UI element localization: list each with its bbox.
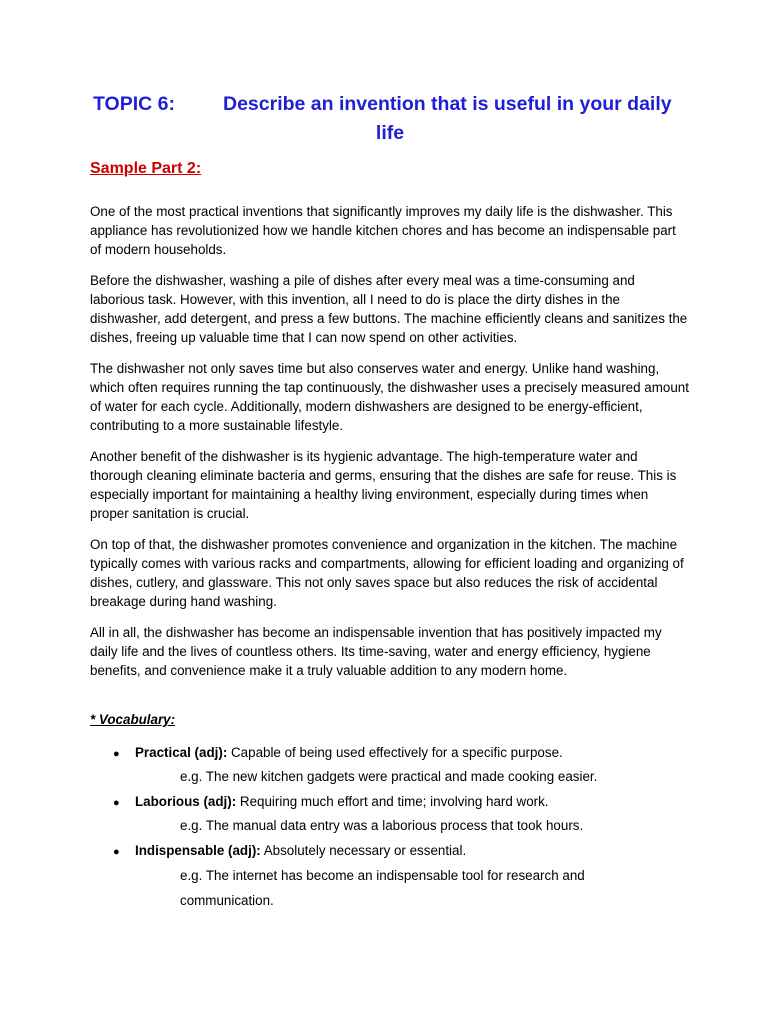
paragraph: On top of that, the dishwasher promotes convenience and organization in the kitchen. The machine typically comes with various racks and compartments, allowing for efficient loading and organizing of dishes, cutlery, and glassware. This not only saves space but also reduces the risk of accidental breakage during hand washing. — [90, 537, 684, 609]
paragraph: The dishwasher not only saves time but also conserves water and energy. Unlike hand washing, which often requires running the tap continuously, the dishwasher uses a precisely measured amount of water for each cycle. Additionally, modern dishwashers are designed to be energy-efficient, contributing to a more sustainable lifestyle. — [90, 361, 689, 433]
vocabulary-term: Indispensable (adj): — [135, 843, 261, 858]
sample-heading: Sample Part 2: — [90, 160, 202, 177]
vocabulary-example: e.g. The manual data entry was a laborious process that took hours. — [180, 818, 584, 833]
bullet-icon: ● — [113, 846, 120, 858]
vocabulary-term: Laborious (adj): — [135, 794, 237, 809]
vocabulary-heading: * Vocabulary: — [90, 712, 176, 727]
vocabulary-term: Practical (adj): — [135, 745, 228, 760]
bullet-icon: ● — [113, 797, 120, 809]
paragraph: Before the dishwasher, washing a pile of dishes after every meal was a time-consuming and laborious task. However, with this invention, all I need to do is place the dirty dishes in the dishwasher, add detergent, and press a few buttons. The machine efficiently cleans and sanitizes the dishes, freeing up valuable time that I can now spend on other activities. — [90, 273, 688, 345]
topic-title — [93, 93, 713, 116]
vocabulary-example: e.g. The new kitchen gadgets were practical and made cooking easier. — [180, 769, 598, 784]
paragraph: Another benefit of the dishwasher is its hygienic advantage. The high-temperature water and thorough cleaning eliminate bacteria and germs, ensuring that the dishes are safe for reuse. This is especially important for maintaining a healthy living environment, especially during times when proper sanitation is crucial. — [90, 449, 677, 521]
vocabulary-definition: Requiring much effort and time; involving hard work. — [236, 794, 549, 809]
vocabulary-example: e.g. The internet has become an indispensable tool for research and communication. — [180, 868, 585, 908]
bullet-icon: ● — [113, 748, 120, 760]
vocabulary-definition: Capable of being used effectively for a specific purpose. — [227, 745, 563, 760]
topic-label: TOPIC 6: — [93, 93, 175, 115]
paragraph: All in all, the dishwasher has become an indispensable invention that has positively impacted my daily life and the lives of countless others. Its time-saving, water and energy efficiency, hygiene benefits, and convenience make it a truly valuable addition to any modern home. — [90, 625, 662, 678]
topic-text-line1: Describe an invention that is useful in your daily — [223, 93, 672, 115]
vocabulary-item — [113, 743, 563, 764]
topic-text-line2: life — [375, 122, 405, 144]
vocabulary-item — [113, 792, 549, 813]
vocabulary-definition: Absolutely necessary or essential. — [260, 843, 467, 858]
vocabulary-item — [113, 841, 466, 862]
paragraph: One of the most practical inventions that significantly improves my daily life is the dishwasher. This appliance has revolutionized how we handle kitchen chores and has become an indispensable part of modern households. — [90, 204, 676, 257]
